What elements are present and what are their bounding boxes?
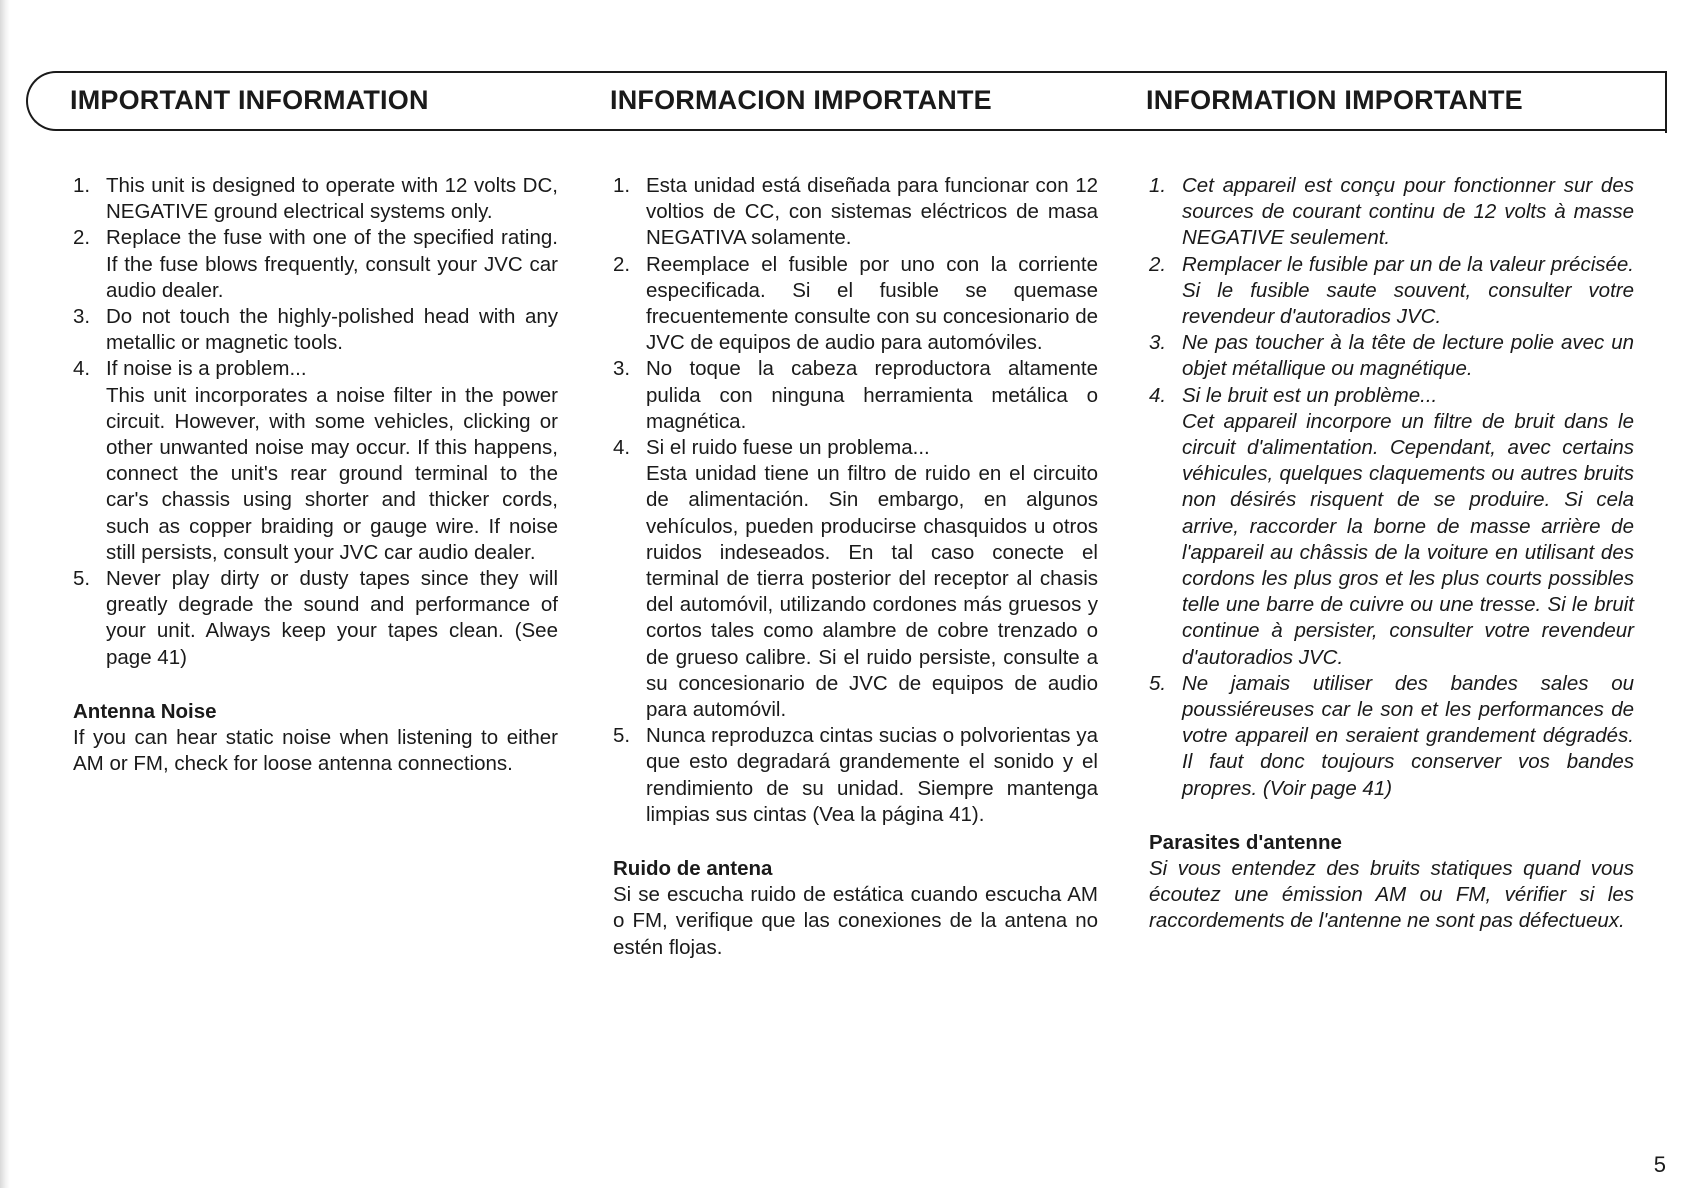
list-item: 1. Cet appareil est conçu pour fonctionner sur des sources de courant continu de 12 volts à masse NEGATIVE seulement. [1149,174,1634,250]
list-item: 1. Esta unidad está diseñada para funcionar con 12 voltios de CC, con sistemas eléctricos de masa NEGATIVA solamente. [613,174,1098,250]
list-item: 3. No toque la cabeza reproductora altamente pulida con ninguna herramienta metálica o magnética. [613,357,1098,433]
section-title-antenna-fr: Parasites d'antenne [1149,830,1342,854]
column-french [1149,173,1634,935]
section-title-antenna-en: Antenna Noise [73,699,217,723]
list-item: 4. Si le bruit est un problème... Cet appareil incorpore un filtre de bruit dans le circuit d'alimentation. Cependant, avec certains véhicules, quelques claquements ou autres bruits non désirés risquent de se produire. Si cela arrive, raccorder la borne de masse arrière de l'appareil au châssis de la voiture en utilisant des cordons les plus gros et les plus courts possibles telle une barre de cuivre ou une tresse. Si le bruit continue à persister, consulter votre revendeur d'autoradios JVC. [1149,383,1634,669]
list-item: 5. Never play dirty or dusty tapes since they will greatly degrade the sound and performance of your unit. Always keep your tapes clean. (See page 41) [73,567,558,669]
instruction-list-fr [1149,173,1634,802]
list-item: 4. If noise is a problem... This unit incorporates a noise filter in the power circuit. However, with some vehicles, clicking or other unwanted noise may occur. If this happens, connect the unit's rear ground terminal to the car's chassis using shorter and thicker cords, such as copper braiding or gauge wire. If noise still persists, consult your JVC car audio dealer. [73,357,558,564]
list-item: 2. Reemplace el fusible por uno con la corriente especificada. Si el fusible se quemase frecuentemente consulte con su concesionario de JVC de equipos de audio para automóviles. [613,252,1098,355]
list-item: 3. Do not touch the highly-polished head with any metallic or magnetic tools. [73,305,558,355]
title-fr: INFORMATION IMPORTANTE [1146,85,1523,115]
list-item: 1. This unit is designed to operate with 12 volts DC, NEGATIVE ground electrical systems only. [73,174,558,224]
instruction-list-en [73,173,558,671]
instruction-list-es [613,173,1098,828]
list-item: 4. Si el ruido fuese un problema... Esta unidad tiene un filtro de ruido en el circuito de alimentación. Sin embargo, en algunos vehículos, pueden producirse chasquidos u otros ruidos indeseados. En tal caso conecte el terminal de tierra posterior del receptor al chasis del automóvil, utilizando cordones más gruesos y cortos tales como alambre de cobre trenzado o de grueso calibre. Si el ruido persiste, consulte a su concesionario de JVC de equipos de audio para automóvil. [613,436,1098,722]
page-number: 5 [1653,1152,1666,1177]
column-english [73,173,558,777]
section-text-antenna-en: If you can hear static noise when listening to either AM or FM, check for loose antenna connections. [73,726,558,776]
list-item: 5. Ne jamais utiliser des bandes sales ou poussiéreuses car le son et les performances de votre appareil en seraient grandement dégradés. Il faut donc toujours conserver vos bandes propres. (Voir page 41) [1149,671,1634,800]
list-item: 2. Remplacer le fusible par un de la valeur précisée. Si le fusible saute souvent, consulter votre revendeur d'autoradios JVC. [1149,252,1634,329]
section-title-antenna-es: Ruido de antena [613,857,773,881]
list-item: 5. Nunca reproduzca cintas sucias o polvorientas ya que esto degradará grandemente el sonido y el rendimiento de su unidad. Siempre mantenga limpias sus cintas (Vea la página 41). [613,724,1098,826]
title-en: IMPORTANT INFORMATION [70,85,429,115]
title-es: INFORMACION IMPORTANTE [610,85,992,115]
binding-shadow [0,0,10,1188]
list-item: 2. Replace the fuse with one of the specified rating. If the fuse blows frequently, consult your JVC car audio dealer. [73,226,558,302]
section-text-antenna-es: Si se escucha ruido de estática cuando escucha AM o FM, verifique que las conexiones de la antena no estén flojas. [613,883,1098,959]
column-spanish [613,173,1098,961]
list-item: 3. Ne pas toucher à la tête de lecture polie avec un objet métallique ou magnétique. [1149,331,1634,381]
section-text-antenna-fr: Si vous entendez des bruits statiques quand vous écoutez une émission AM ou FM, vérifier si les raccordements de l'antenne ne sont pas défectueux. [1149,857,1634,933]
